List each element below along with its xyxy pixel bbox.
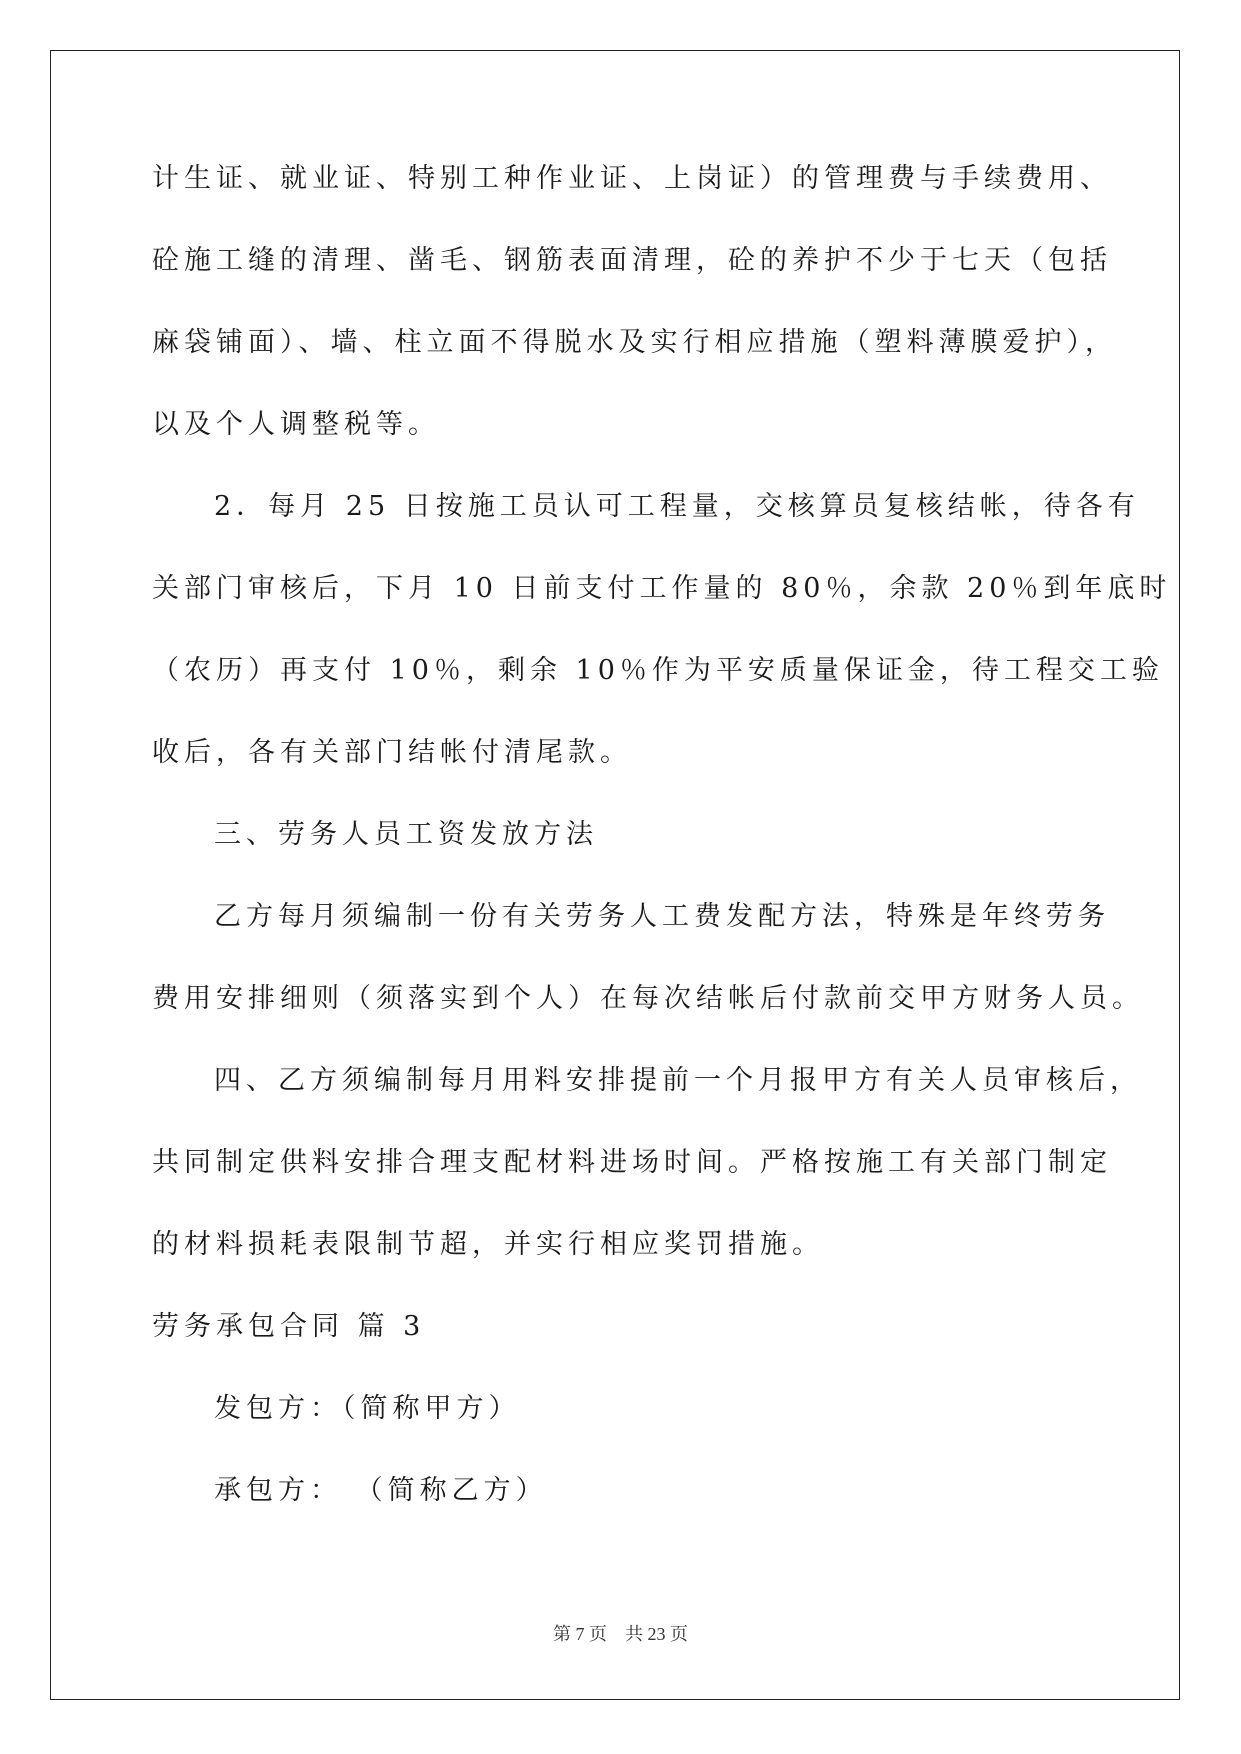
text-line: 计生证、就业证、特别工种作业证、上岗证）的管理费与手续费用、 [152,163,1112,194]
text-line: 共同制定供料安排合理支配材料进场时间。严格按施工有关部门制定 [152,1147,1112,1178]
text-line: 的材料损耗表限制节超，并实行相应奖罚措施。 [152,1229,824,1260]
text-line: 关部门审核后，下月 10 日前支付工作量的 80％，余款 20％到年底时 [152,573,1172,604]
text-line: 四、乙方须编制每月用料安排提前一个月报甲方有关人员审核后， [214,1065,1142,1096]
text-line: 2．每月 25 日按施工员认可工程量，交核算员复核结帐，待各有 [214,491,1140,522]
page-footer: 第 7 页 共 23 页 [553,1624,688,1644]
text-line: 劳务承包合同 篇 3 [152,1311,426,1342]
text-line: 以及个人调整税等。 [152,409,440,440]
text-line: 承包方： （简称乙方） [214,1475,548,1506]
text-line: 乙方每月须编制一份有关劳务人工费发配方法，特殊是年终劳务 [214,901,1110,932]
text-line: 麻袋铺面）、墙、柱立面不得脱水及实行相应措施（塑料薄膜爱护）， [152,327,1117,358]
text-line: 三、劳务人员工资发放方法 [214,819,598,850]
document-body [152,158,1172,1552]
text-line: 收后，各有关部门结帐付清尾款。 [152,737,632,768]
text-line: 发包方：（简称甲方） [214,1393,521,1424]
text-line: 砼施工缝的清理、凿毛、钢筋表面清理，砼的养护不少于七天（包括 [152,245,1112,276]
text-line: （农历）再支付 10％，剩余 10％作为平安质量保证金，待工程交工验 [152,655,1164,686]
text-line: 费用安排细则（须落实到个人）在每次结帐后付款前交甲方财务人员。 [152,983,1144,1014]
